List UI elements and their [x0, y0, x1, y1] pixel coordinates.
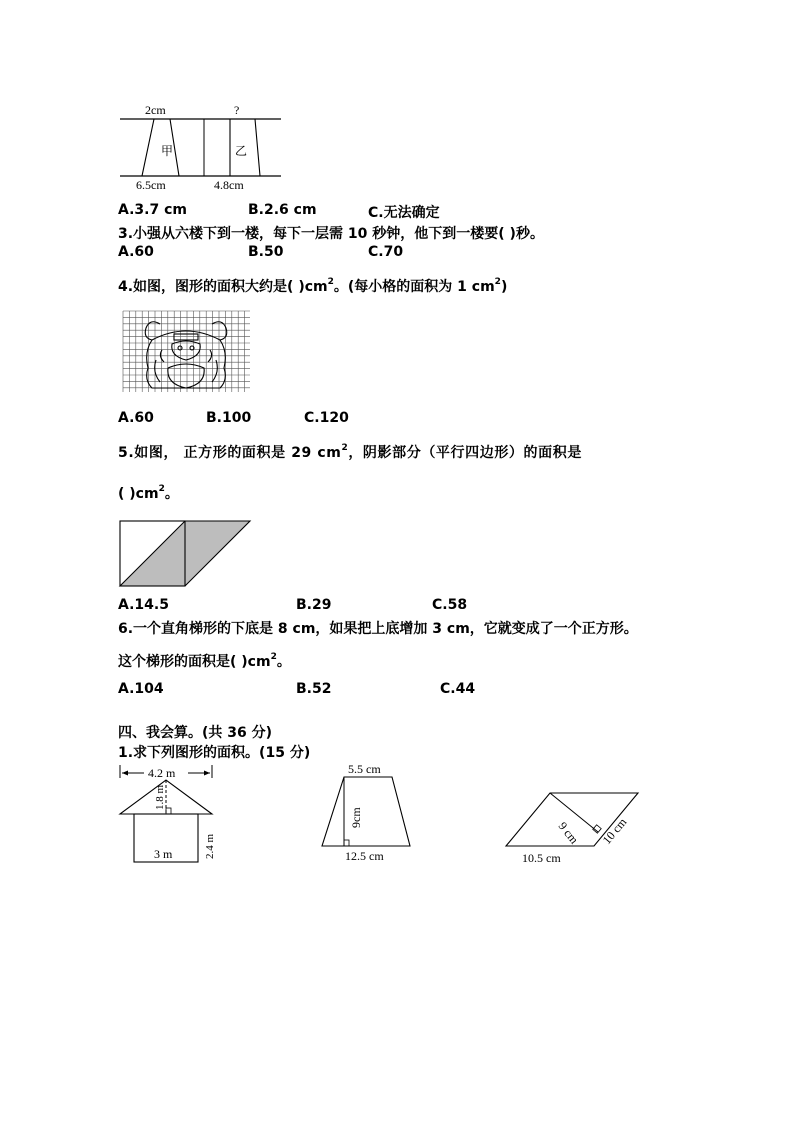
house-base-label: 3 m — [154, 847, 173, 861]
house-right-label: 2.4 m — [204, 833, 216, 859]
q5-option-c: C.58 — [432, 597, 468, 613]
label-6-5cm: 6.5cm — [136, 178, 166, 192]
label-4-8cm: 4.8cm — [214, 178, 244, 192]
q2-option-c: C.无法确定 — [368, 205, 440, 221]
trapezoid-figure — [318, 758, 428, 866]
q5-option-b: B.29 — [296, 597, 332, 613]
trap-base-label: 12.5 cm — [345, 849, 384, 863]
trap-top-label: 5.5 cm — [348, 762, 381, 776]
house-height-label: 1.8 m — [154, 784, 166, 810]
q6-option-b: B.52 — [296, 681, 332, 697]
q4-text: 4.如图，图形的面积大约是( )$cm^2$。(每小格的面积为 1 $cm^2$) — [118, 277, 508, 295]
section-4-title: 四、我会算。(共 36 分) — [118, 725, 273, 741]
label-2cm: 2cm — [145, 103, 166, 117]
q3-option-a: A.60 — [118, 244, 154, 260]
q6-option-c: C.44 — [440, 681, 476, 697]
para-base-label: 10.5 cm — [522, 851, 561, 865]
q3-text: 3.小强从六楼下到一楼，每下一层需 10 秒钟，他下到一楼要( )秒。 — [118, 226, 544, 242]
parallelogram-figure — [500, 788, 648, 868]
q6-text-line1: 6.一个直角梯形的下底是 8 cm，如果把上底增加 3 cm，它就变成了一个正方形。 — [118, 621, 638, 637]
q5-text-line1: 5.如图， 正方形的面积是 29 $cm^2$，阴影部分（平行四边形）的面积是 — [118, 443, 582, 461]
q6-option-a: A.104 — [118, 681, 164, 697]
label-jia: 甲 — [161, 144, 174, 158]
q3-option-b: B.50 — [248, 244, 284, 260]
trap-height-label: 9cm — [349, 807, 363, 828]
grid-bear-figure — [122, 310, 252, 394]
para-height-label: 9 cm — [555, 819, 582, 847]
q2-option-a: A.3.7 cm — [118, 202, 187, 218]
parallel-lines-figure — [118, 100, 283, 195]
section-4-q1: 1.求下列图形的面积。(15 分) — [118, 745, 311, 761]
q4-option-c: C.120 — [304, 410, 349, 426]
house-top-label: 4.2 m — [148, 766, 176, 780]
para-side-label: 10 cm — [599, 815, 630, 847]
house-figure — [114, 762, 224, 866]
label-question: ? — [234, 103, 240, 117]
q2-option-b: B.2.6 cm — [248, 202, 317, 218]
q5-option-a: A.14.5 — [118, 597, 169, 613]
q4-option-b: B.100 — [206, 410, 252, 426]
square-parallelogram-figure — [118, 519, 254, 589]
q3-option-c: C.70 — [368, 244, 404, 260]
q6-text-line2: 这个梯形的面积是( )$cm^2$。 — [118, 652, 291, 670]
q5-text-line2: ( )$cm^2$。 — [118, 484, 179, 502]
label-yi: 乙 — [235, 144, 248, 158]
q4-option-a: A.60 — [118, 410, 154, 426]
